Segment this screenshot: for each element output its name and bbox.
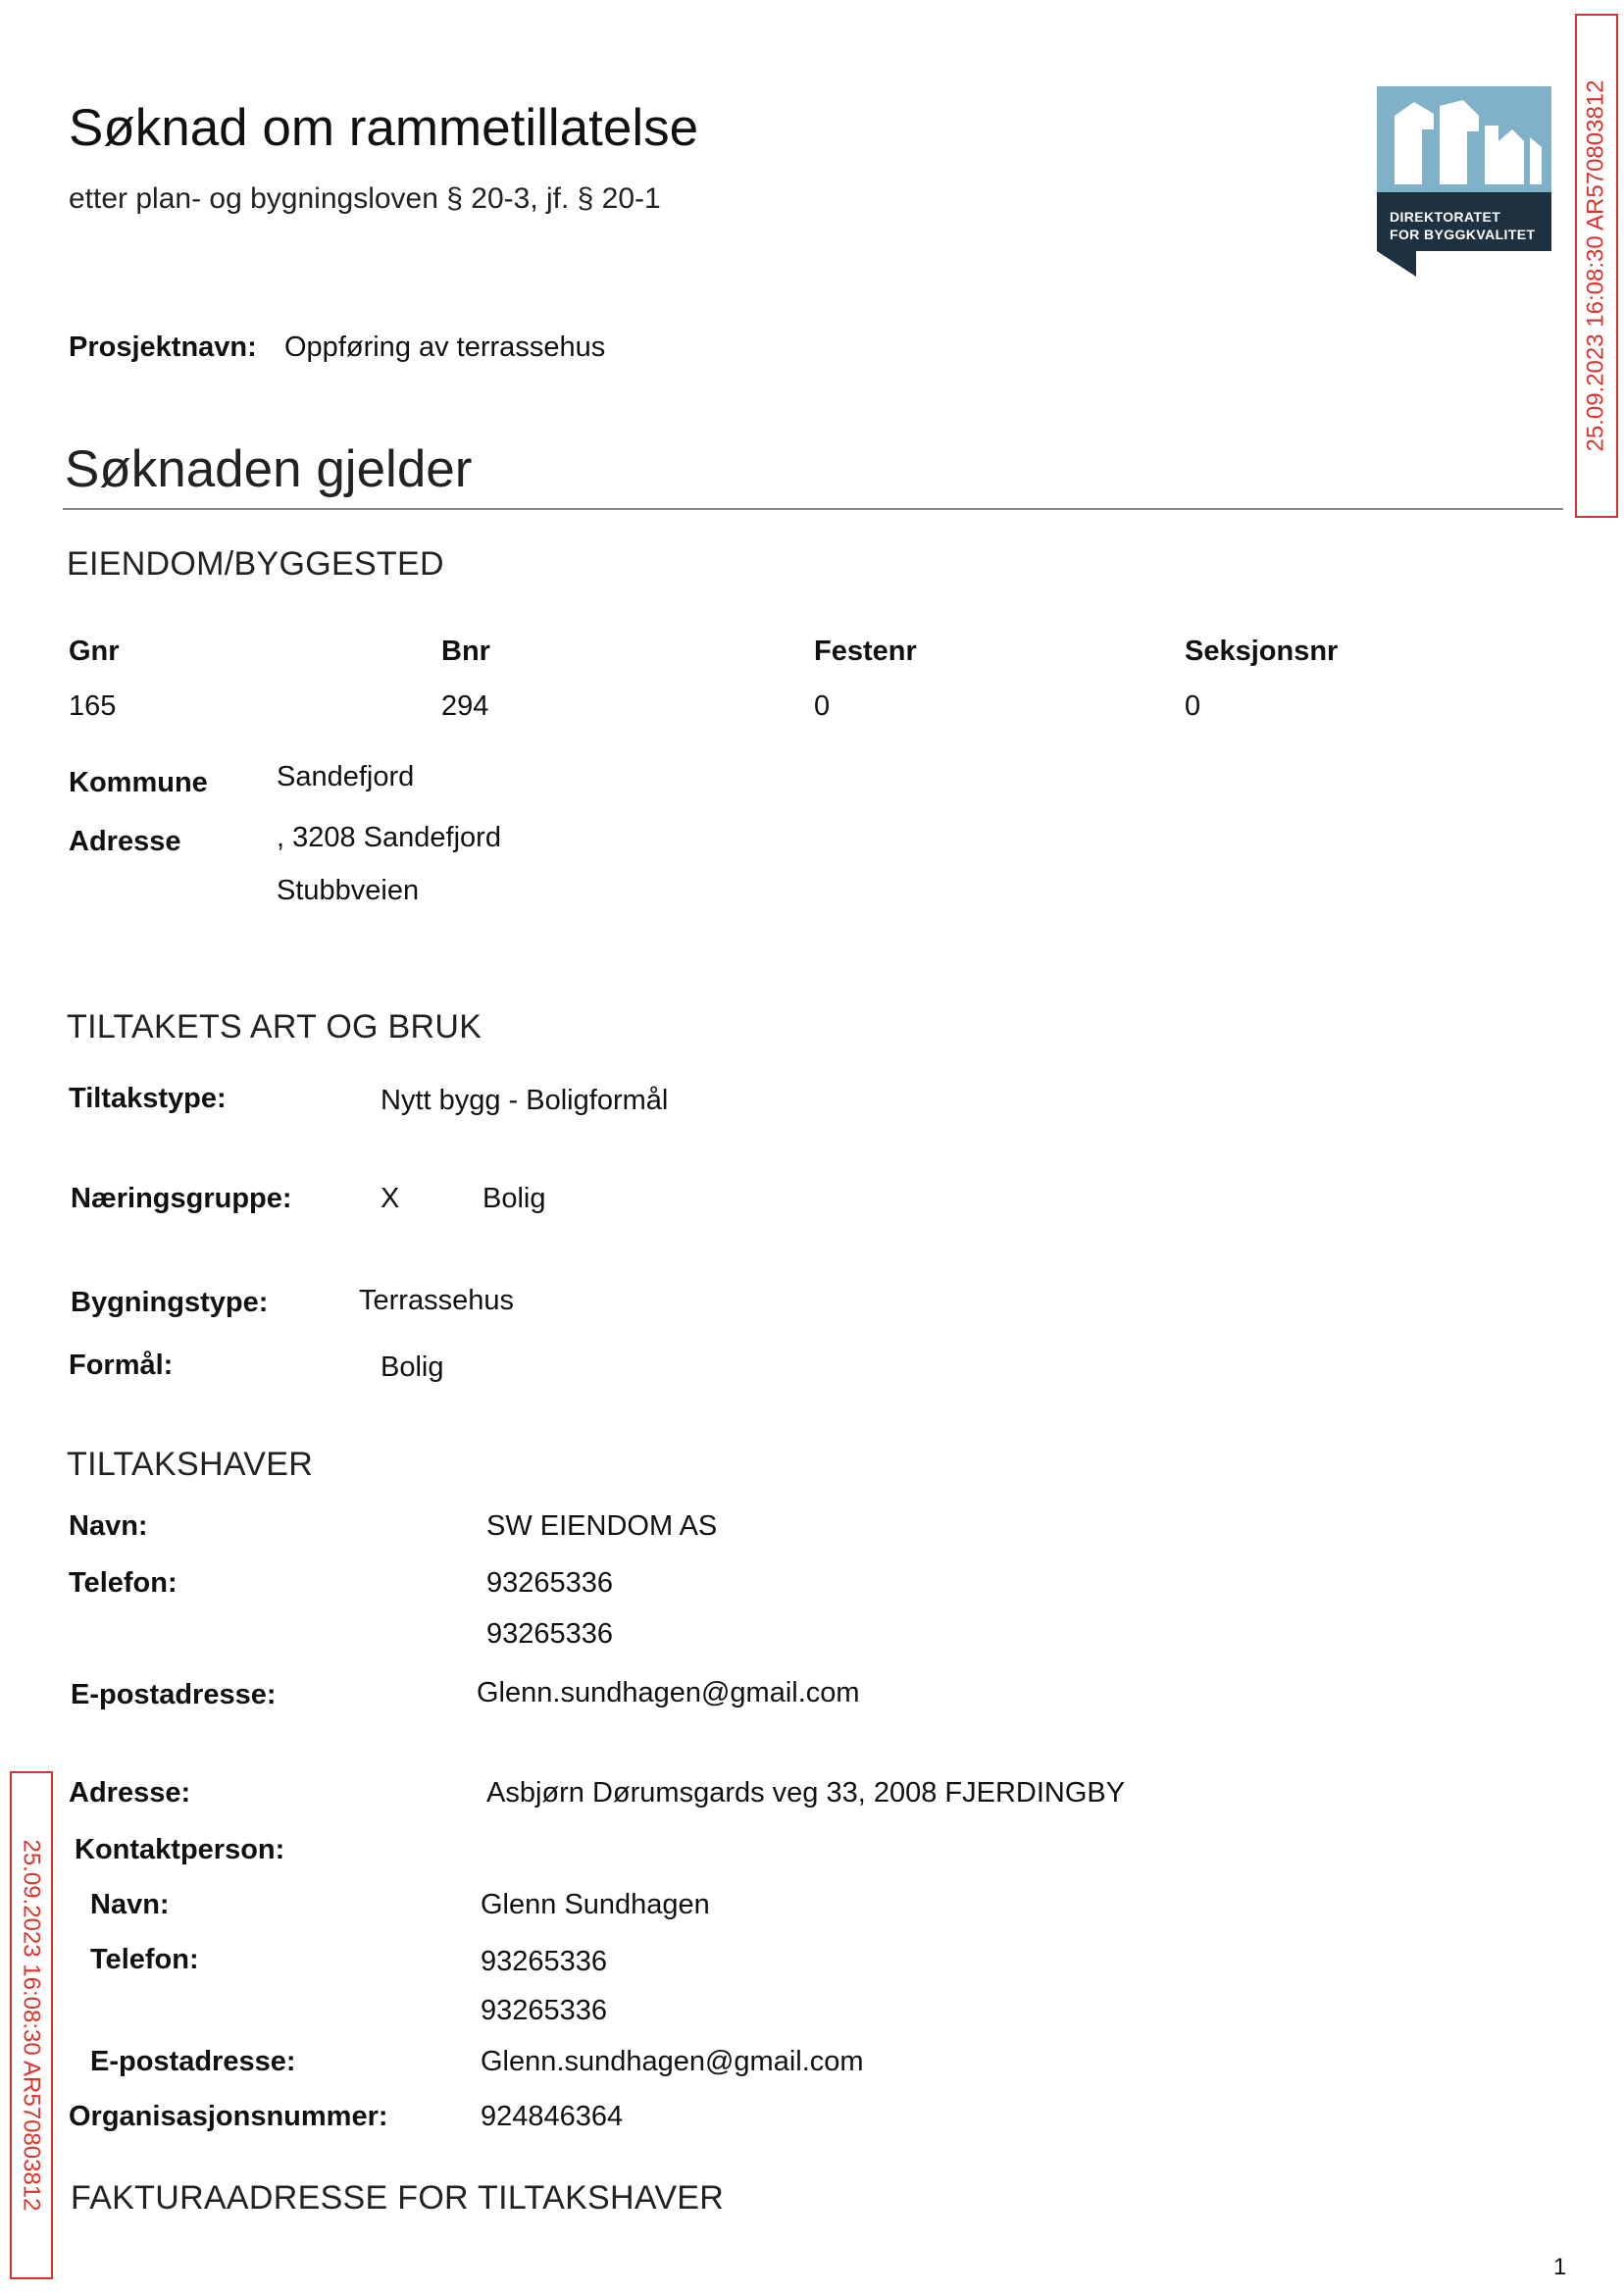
owner-phone2: 93265336 xyxy=(486,1618,614,1650)
value-festenr: 0 xyxy=(814,690,831,722)
owner-name-label: Navn: xyxy=(69,1510,148,1542)
municipality-value: Sandefjord xyxy=(277,761,415,792)
measure-type-label: Tiltakstype: xyxy=(69,1083,227,1114)
value-seksjonsnr: 0 xyxy=(1185,690,1201,722)
contact-person-label: Kontaktperson: xyxy=(75,1834,285,1865)
project-value: Oppføring av terrassehus xyxy=(284,331,606,363)
industry-value: Bolig xyxy=(482,1183,546,1214)
address-line2: Stubbveien xyxy=(277,875,420,906)
date-stamp xyxy=(1575,14,1618,518)
municipality-label: Kommune xyxy=(69,767,208,798)
purpose-label: Formål: xyxy=(69,1350,174,1381)
address-label: Adresse xyxy=(69,826,181,857)
industry-code: X xyxy=(381,1183,400,1214)
col-header-festenr: Festenr xyxy=(814,636,917,667)
owner-phone-label: Telefon: xyxy=(69,1567,178,1599)
col-header-bnr: Bnr xyxy=(441,636,490,667)
heading-divider xyxy=(63,508,1563,510)
org-number-label: Organisasjonsnummer: xyxy=(69,2101,388,2132)
owner-phone1: 93265336 xyxy=(486,1567,614,1599)
page-title: Søknad om rammetillatelse xyxy=(69,99,699,157)
dibk-logo-icon xyxy=(1377,86,1551,277)
owner-address-label: Adresse: xyxy=(69,1777,191,1809)
col-header-seksjonsnr: Seksjonsnr xyxy=(1185,636,1339,667)
section-title-owner: TILTAKSHAVER xyxy=(67,1446,314,1483)
org-number-value: 924846364 xyxy=(481,2101,624,2132)
section-title-property: EIENDOM/BYGGESTED xyxy=(67,545,444,583)
date-stamp-text: 25.09.2023 16:08:30 AR570803812 xyxy=(1583,79,1609,452)
measure-type-value: Nytt bygg - Boligformål xyxy=(381,1085,669,1116)
page-subtitle: etter plan- og bygningsloven § 20-3, jf. § 20-1 xyxy=(69,182,661,215)
col-header-gnr: Gnr xyxy=(69,636,120,667)
page-number: 1 xyxy=(1553,2254,1567,2280)
contact-phone-label: Telefon: xyxy=(90,1944,199,1975)
industry-label: Næringsgruppe: xyxy=(71,1183,292,1214)
contact-email-label: E-postadresse: xyxy=(90,2046,296,2077)
logo-text-line2: FOR BYGGKVALITET xyxy=(1390,227,1536,242)
contact-name-label: Navn: xyxy=(90,1889,170,1920)
logo-text-line1: DIREKTORATET xyxy=(1390,209,1501,225)
project-label: Prosjektnavn: xyxy=(69,331,257,363)
date-stamp-text: 25.09.2023 16:08:30 AR570803812 xyxy=(19,1839,45,2212)
owner-address-value: Asbjørn Dørumsgards veg 33, 2008 FJERDINGBY xyxy=(486,1777,1126,1809)
main-heading: Søknaden gjelder xyxy=(65,440,473,498)
section-title-measure: TILTAKETS ART OG BRUK xyxy=(67,1008,482,1045)
section-title-invoice: FAKTURAADRESSE FOR TILTAKSHAVER xyxy=(71,2179,725,2217)
date-stamp xyxy=(10,1771,53,2279)
contact-phone2: 93265336 xyxy=(481,1995,608,2026)
value-bnr: 294 xyxy=(441,690,489,722)
purpose-value: Bolig xyxy=(381,1351,444,1383)
building-type-label: Bygningstype: xyxy=(71,1287,269,1318)
contact-phone1: 93265336 xyxy=(481,1946,608,1977)
owner-name-value: SW EIENDOM AS xyxy=(486,1510,718,1542)
building-type-value: Terrassehus xyxy=(359,1285,514,1316)
contact-name-value: Glenn Sundhagen xyxy=(481,1889,710,1920)
owner-email-value: Glenn.sundhagen@gmail.com xyxy=(477,1677,860,1708)
owner-email-label: E-postadresse: xyxy=(71,1679,277,1710)
contact-email-value: Glenn.sundhagen@gmail.com xyxy=(481,2046,864,2077)
value-gnr: 165 xyxy=(69,690,117,722)
address-line1: , 3208 Sandefjord xyxy=(277,822,501,853)
